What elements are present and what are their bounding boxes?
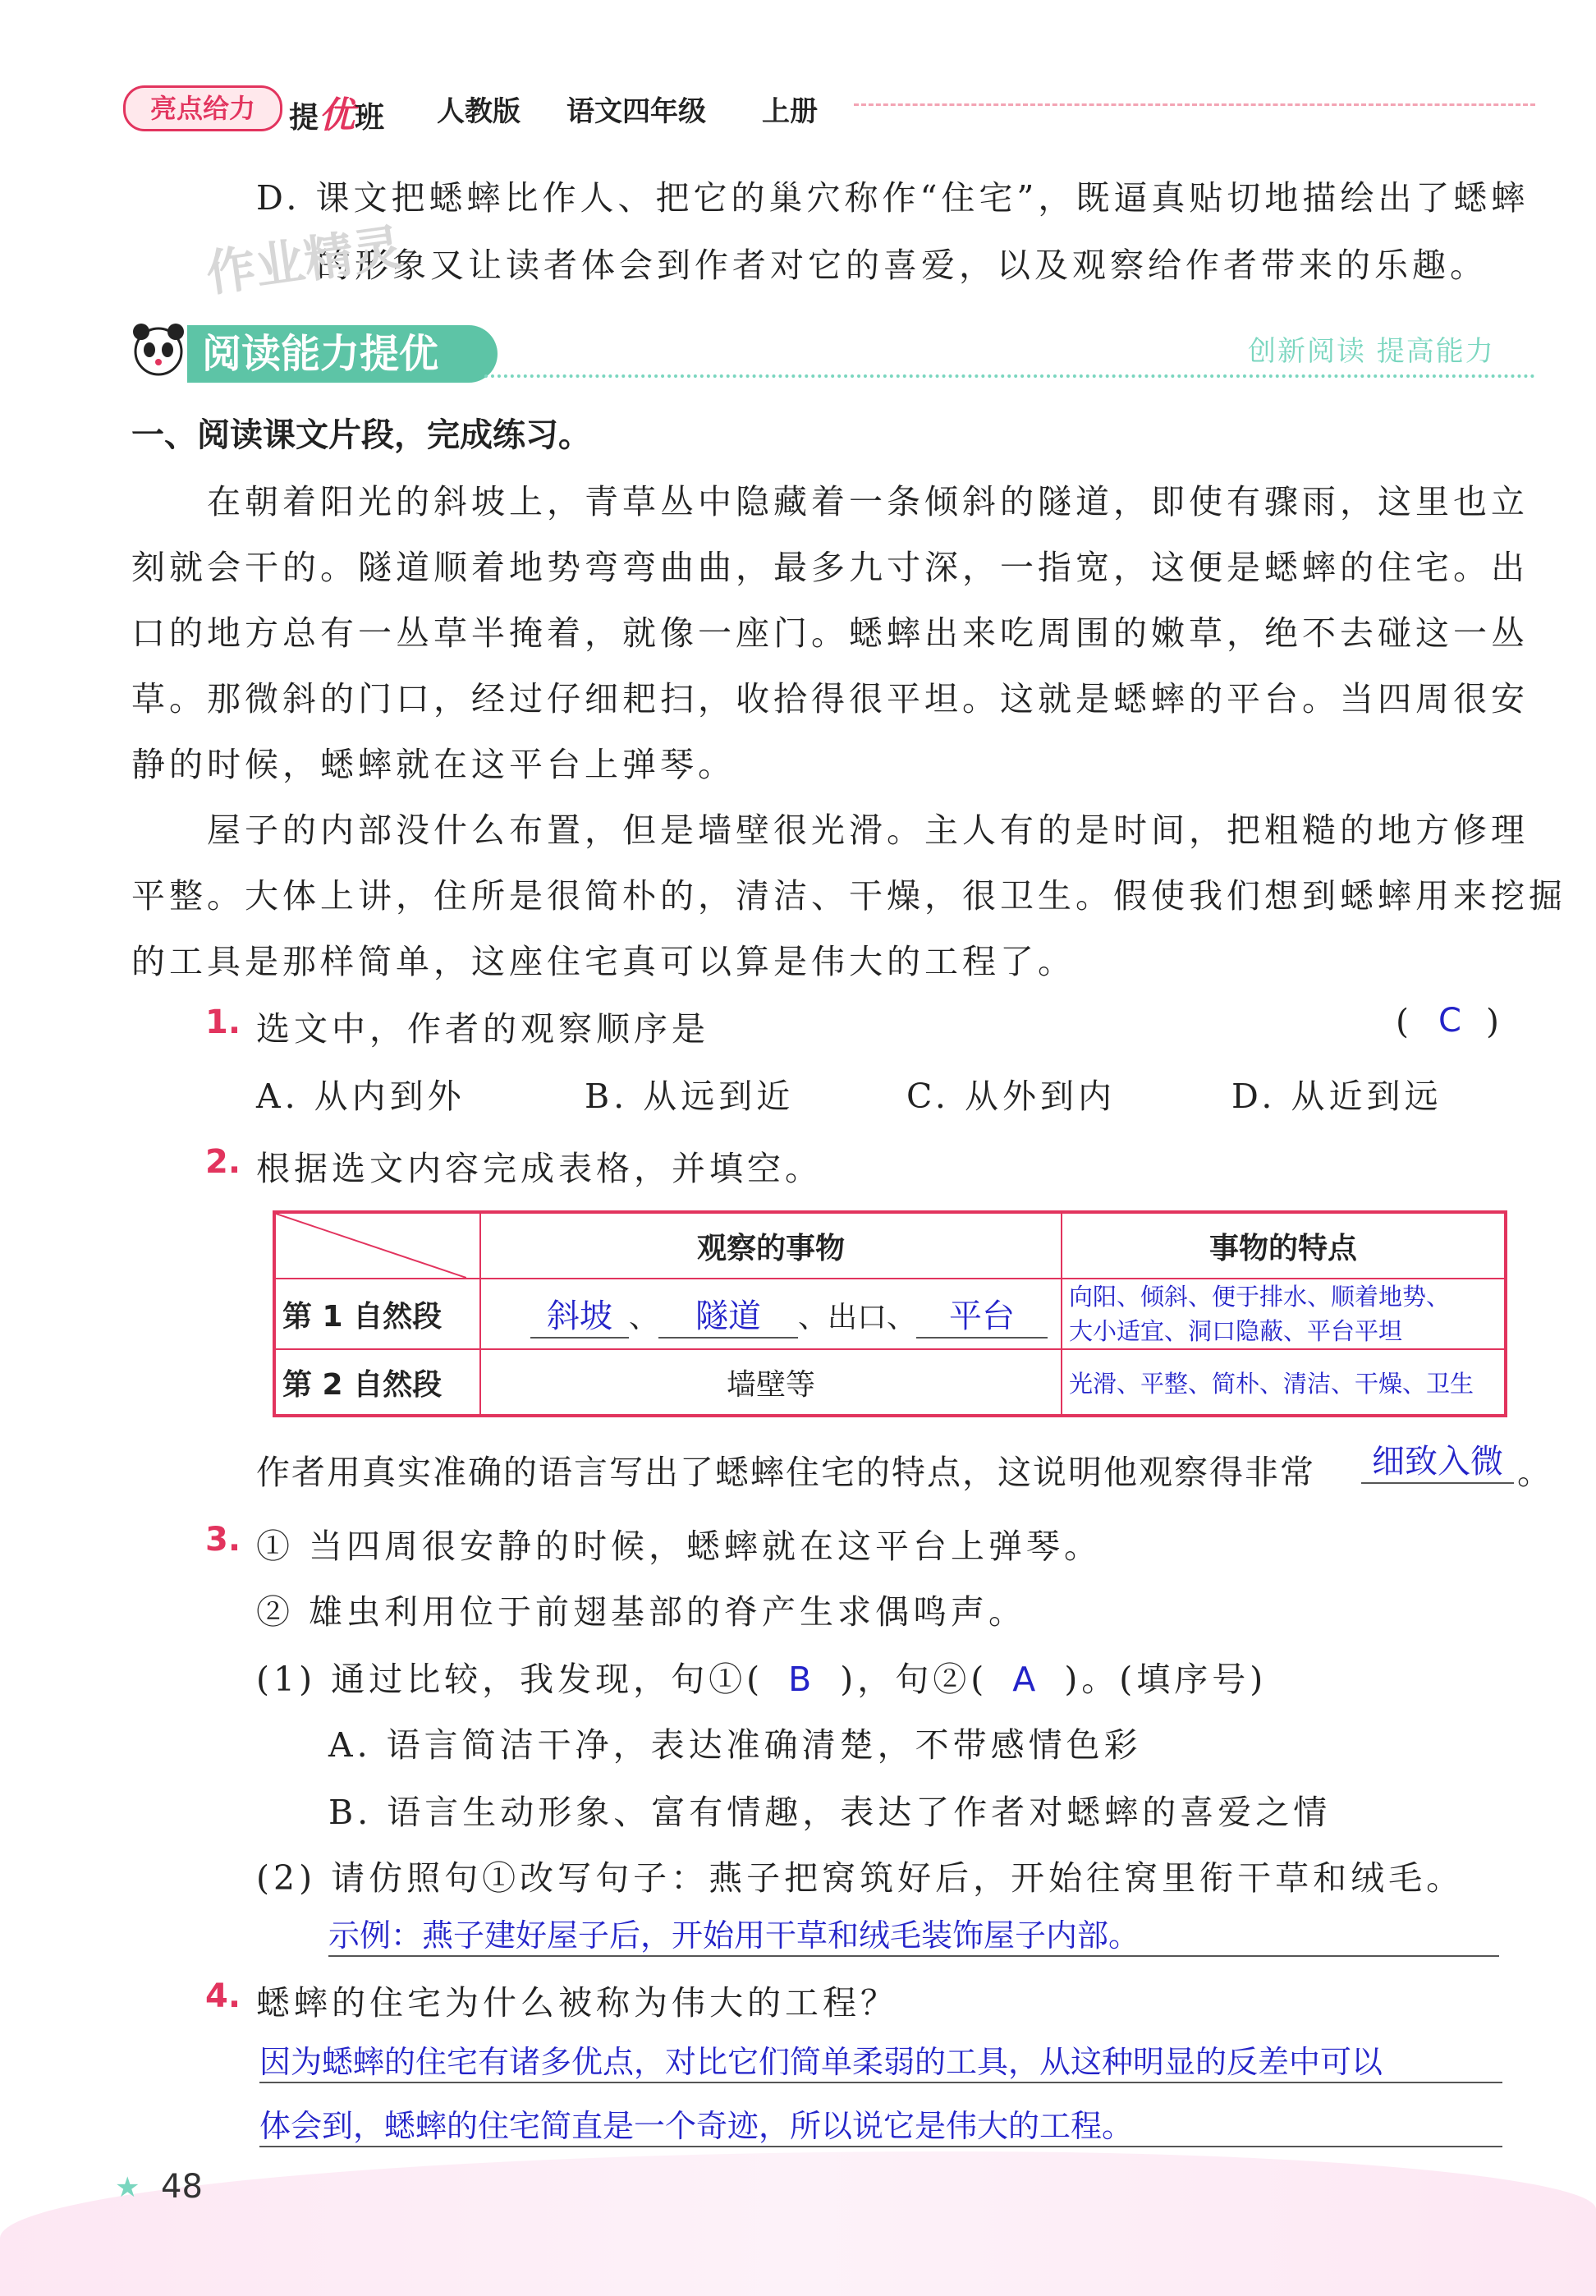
option-d-line1: D. 课文把蟋蟀比作人、把它的巢穴称作“住宅”，既逼真贴切地描绘出了蟋蟀 bbox=[256, 178, 1530, 218]
q3-answer-2: A bbox=[1012, 1660, 1040, 1699]
passage-line: 平整。大体上讲，住所是很简朴的，清洁、干燥，很卫生。假使我们想到蟋蟀用来挖掘 bbox=[131, 876, 1566, 916]
volume: 上册 bbox=[762, 95, 818, 128]
q1-number: 1. bbox=[205, 1003, 241, 1041]
q4-answer-line2: 体会到，蟋蟀的住宅简直是一个奇迹，所以说它是伟大的工程。 bbox=[259, 2101, 1502, 2147]
q3-number: 3. bbox=[205, 1521, 241, 1559]
q2-fill-text: 作者用真实准确的语言写出了蟋蟀住宅的特点，这说明他观察得非常 bbox=[256, 1453, 1315, 1492]
star-icon: ★ bbox=[115, 2171, 140, 2204]
q1-option-c: C. 从外到内 bbox=[906, 1077, 1116, 1116]
q1-paren-open: ( bbox=[1396, 1002, 1413, 1041]
q2-fill-answer: 细致入微 bbox=[1361, 1435, 1514, 1484]
subject: 语文四年级 bbox=[566, 95, 706, 128]
q3-sub2-answer: 示例：燕子建好屋子后，开始用干草和绒毛装饰屋子内部。 bbox=[328, 1910, 1499, 1957]
q1-option-b: B. 从远到近 bbox=[585, 1077, 795, 1116]
q3-sentence-1: ① 当四周很安静的时候，蟋蟀就在这平台上弹琴。 bbox=[256, 1527, 1103, 1566]
q3-sentence-2: ② 雄虫利用位于前翅基部的脊产生求偶鸣声。 bbox=[256, 1592, 1027, 1632]
row2-things: 墙壁等 bbox=[480, 1349, 1062, 1416]
row1-answer-2: 隧道 bbox=[658, 1290, 798, 1339]
section-banner: 阅读能力提优 bbox=[187, 325, 498, 383]
q4-text: 蟋蟀的住宅为什么被称为伟大的工程？ bbox=[256, 1983, 898, 2023]
row1-label: 第 1 自然段 bbox=[274, 1279, 480, 1349]
row1-answer-3: 平台 bbox=[916, 1290, 1048, 1339]
page-number: 48 bbox=[161, 2168, 203, 2206]
section-rule bbox=[484, 374, 1535, 378]
series-name: 提优班 bbox=[289, 94, 385, 136]
passage-line: 静的时候，蟋蟀就在这平台上弹琴。 bbox=[131, 745, 736, 784]
passage-line: 刻就会干的。隧道顺着地势弯弯曲曲，最多九寸深，一指宽，这便是蟋蟀的住宅。出 bbox=[131, 548, 1529, 587]
panda-icon bbox=[130, 317, 187, 383]
edition: 人教版 bbox=[437, 95, 521, 128]
section-tagline: 创新阅读 提高能力 bbox=[1248, 335, 1495, 368]
row1-features: 向阳、倾斜、便于排水、顺着地势、 大小适宜、洞口隐蔽、平台平坦 bbox=[1062, 1279, 1506, 1349]
brand-badge: 亮点给力 bbox=[123, 85, 282, 131]
table-header-features: 事物的特点 bbox=[1062, 1212, 1506, 1279]
passage-line: 在朝着阳光的斜坡上，青草丛中隐藏着一条倾斜的隧道，即使有骤雨，这里也立 bbox=[207, 482, 1529, 521]
passage-line: 屋子的内部没什么布置，但是墙壁很光滑。主人有的是时间，把粗糙的地方修理 bbox=[207, 810, 1529, 850]
row1-exit: 、出口、 bbox=[798, 1300, 917, 1334]
passage-line: 的工具是那样简单，这座住宅真可以算是伟大的工程了。 bbox=[131, 942, 1075, 981]
q1-option-a: A. 从内到外 bbox=[256, 1077, 466, 1116]
passage-line: 草。那微斜的门口，经过仔细耙扫，收拾得很平坦。这就是蟋蟀的平台。当四周很安 bbox=[131, 679, 1529, 719]
q3-sub1: (1) 通过比较，我发现，句①( B )，句②( A )。(填序号) bbox=[256, 1660, 1268, 1699]
row2-features: 光滑、平整、简朴、清洁、干燥、卫生 bbox=[1062, 1349, 1506, 1416]
q4-number: 4. bbox=[205, 1977, 241, 2015]
q2-text: 根据选文内容完成表格，并填空。 bbox=[256, 1149, 823, 1188]
q3-sub2: (2) 请仿照句①改写句子：燕子把窝筑好后，开始往窝里衔干草和绒毛。 bbox=[256, 1858, 1465, 1898]
table-row bbox=[274, 1349, 1506, 1416]
q3-answer-1: B bbox=[788, 1660, 816, 1699]
footer-decoration bbox=[0, 2151, 1596, 2296]
q3-option-a: A. 语言简洁干净，表达准确清楚，不带感情色彩 bbox=[328, 1725, 1142, 1765]
observation-table bbox=[273, 1210, 1507, 1417]
q2-number: 2. bbox=[205, 1143, 241, 1181]
table-header-things: 观察的事物 bbox=[480, 1212, 1062, 1279]
row1-answer-1: 斜坡 bbox=[530, 1290, 629, 1339]
q2-fill-end: 。 bbox=[1517, 1453, 1555, 1492]
row2-label: 第 2 自然段 bbox=[274, 1349, 480, 1416]
table-header-row bbox=[274, 1212, 1506, 1279]
table-corner-cell bbox=[274, 1212, 480, 1279]
q3-option-b: B. 语言生动形象、富有情趣，表达了作者对蟋蟀的喜爱之情 bbox=[328, 1793, 1332, 1832]
q4-answer-line1: 因为蟋蟀的住宅有诸多优点，对比它们简单柔弱的工具，从这种明显的反差中可以 bbox=[259, 2037, 1502, 2083]
task-title: 一、阅读课文片段，完成练习。 bbox=[131, 416, 591, 454]
table-row bbox=[274, 1279, 1506, 1349]
q1-answer: C bbox=[1438, 1002, 1461, 1040]
watermark: 作业精灵 bbox=[202, 218, 406, 304]
header-rule bbox=[854, 103, 1535, 106]
q1-paren-close: ) bbox=[1486, 1002, 1503, 1041]
q1-text: 选文中，作者的观察顺序是 bbox=[256, 1009, 709, 1049]
option-d-line2: 的形象又让读者体会到作者对它的喜爱，以及观察给作者带来的乐趣。 bbox=[317, 246, 1488, 285]
row1-things: 斜坡 、 隧道 、出口、 平台 bbox=[480, 1279, 1062, 1349]
passage-line: 口的地方总有一丛草半掩着，就像一座门。蟋蟀出来吃周围的嫩草，绝不去碰这一丛 bbox=[131, 613, 1529, 653]
q1-option-d: D. 从近到远 bbox=[1231, 1077, 1442, 1116]
